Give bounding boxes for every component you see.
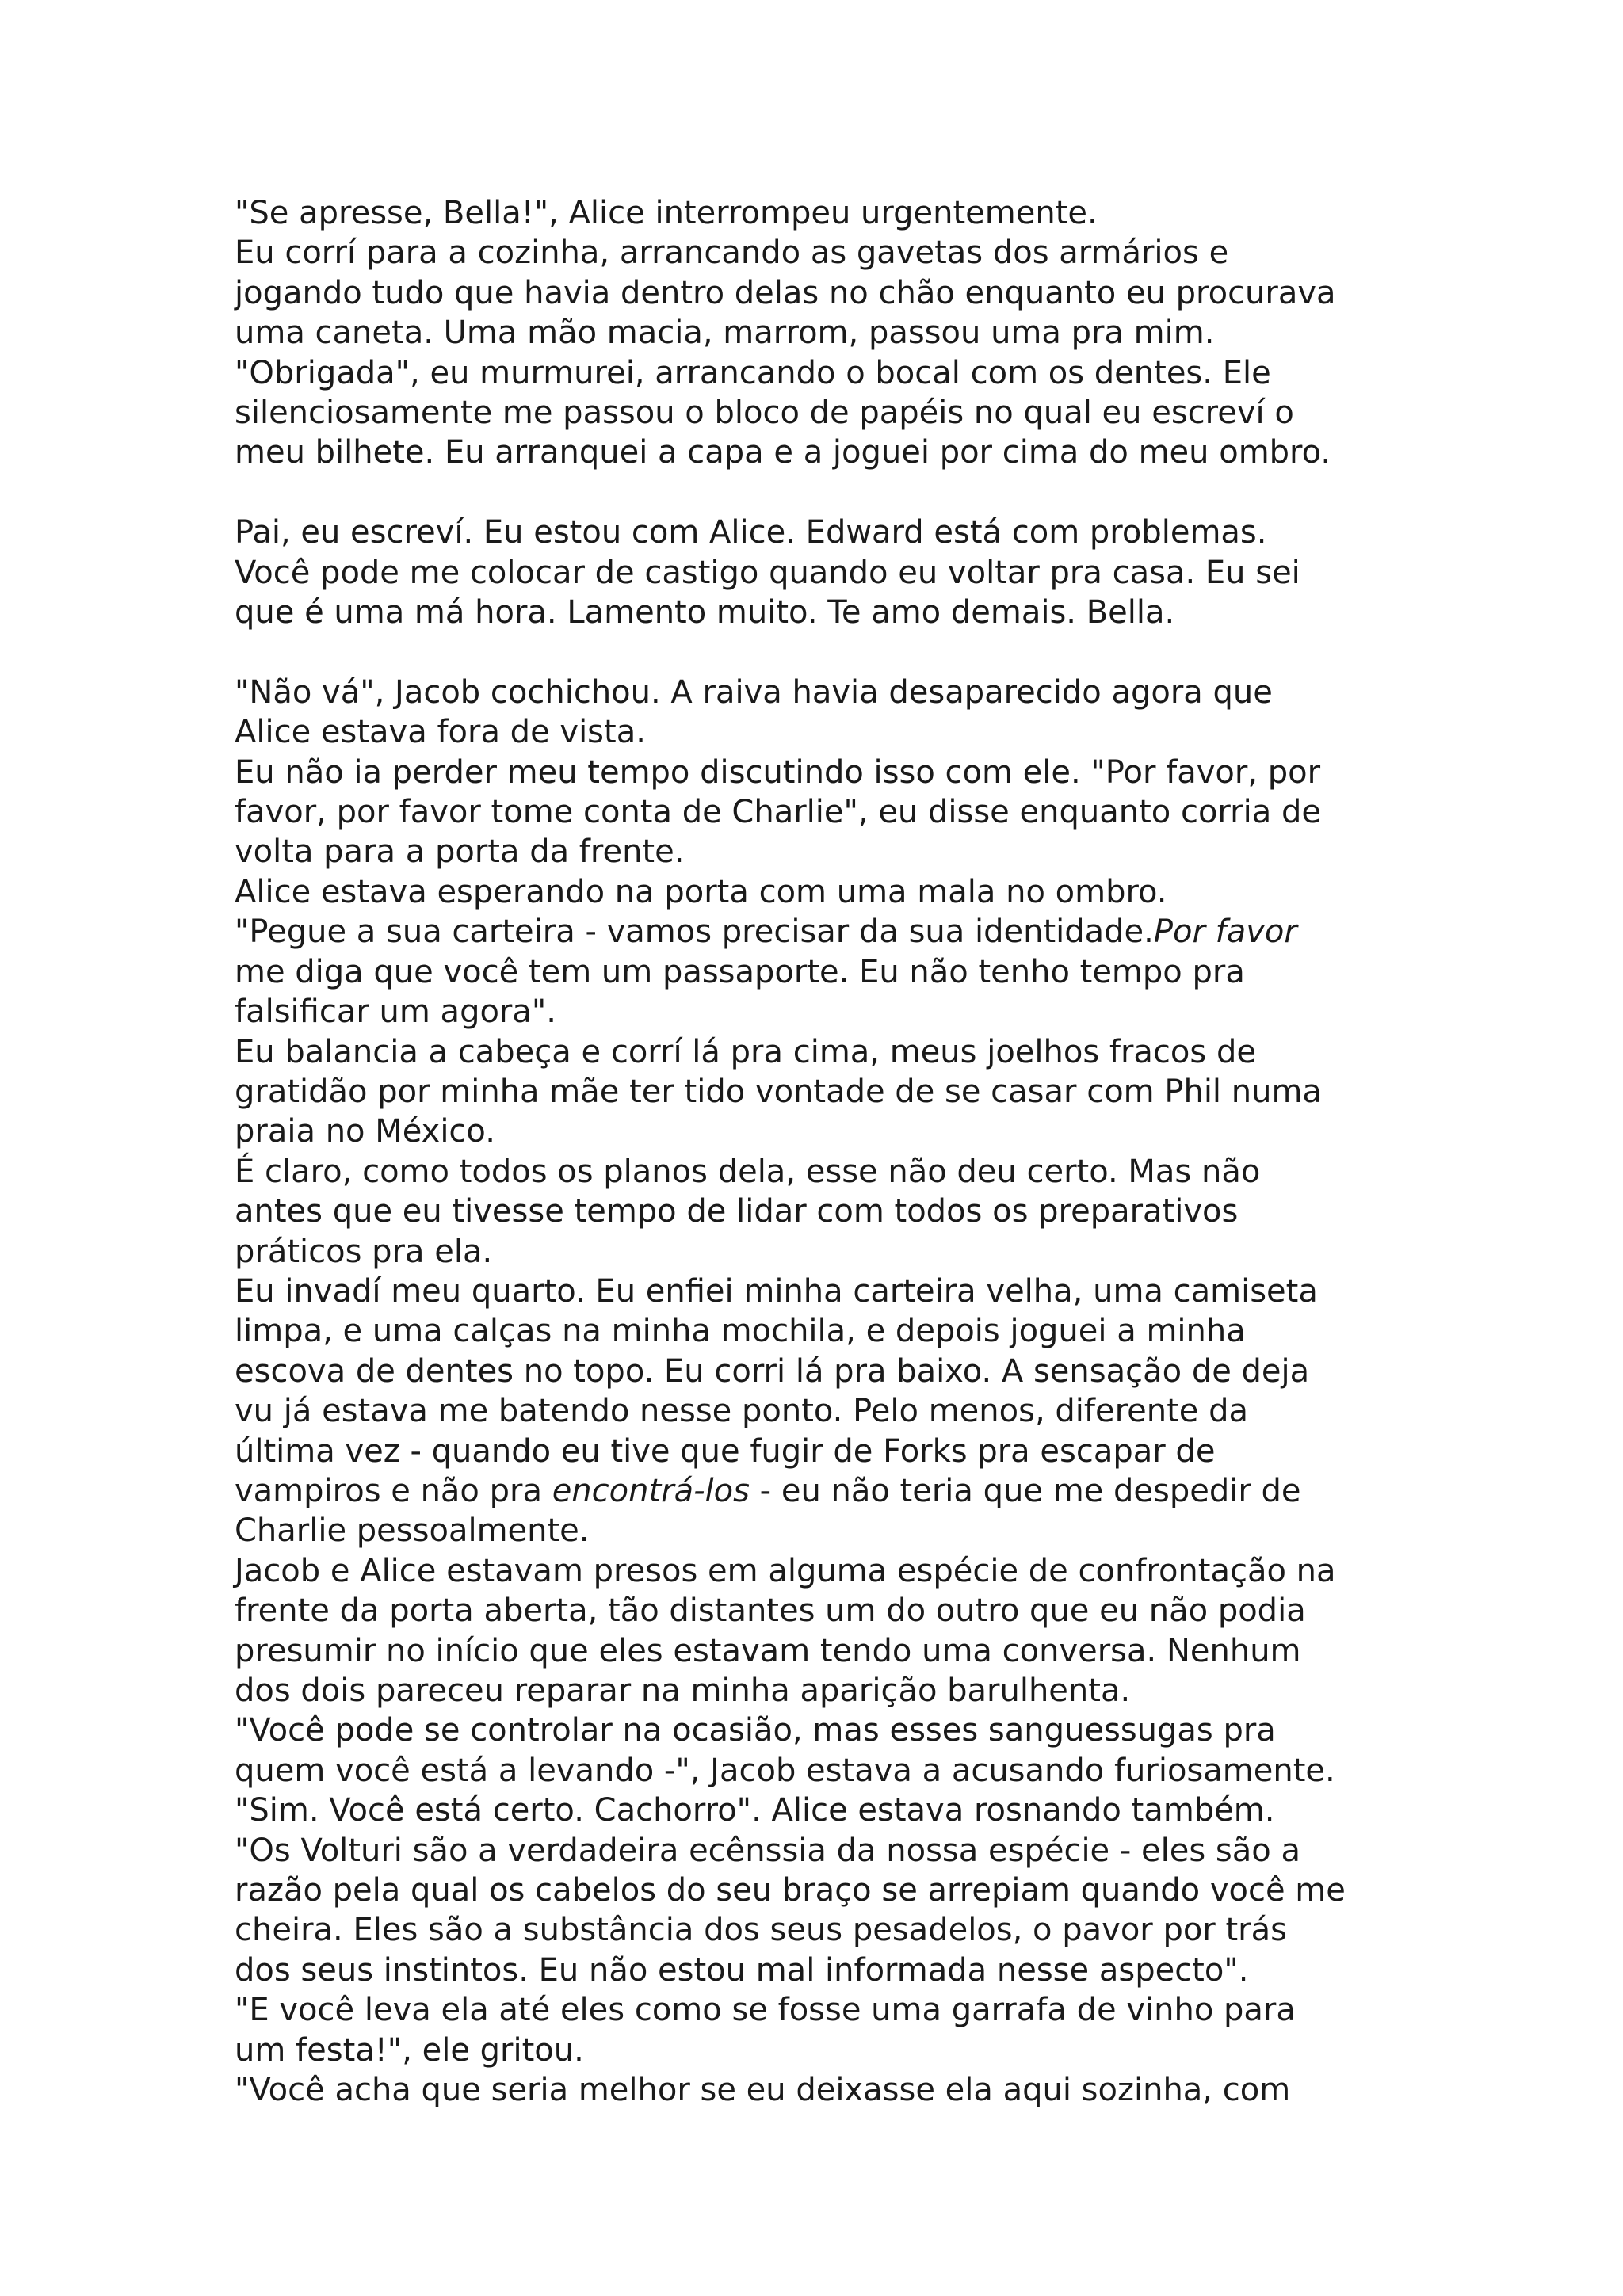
paragraph-text: Eu invadí meu quarto. Eu enfiei minha carteira velha, uma camiseta limpa, e uma calças na minha mochila, e depois joguei a minha escova de dentes no topo. Eu corri lá pra baixo. A sensação de deja vu já estava me batendo nesse ponto. Pelo menos, diferente da última vez - quando eu tive que fugir de Forks pra escapar de vampiros e não pra (235, 1272, 1318, 1509)
paragraph: "Os Volturi são a verdadeira ecênssia da nossa espécie - eles são a razão pela qual os cabelos do seu braço se arrepiam quando você me cheira. Eles são a substância dos seus pesadelos, o pavor por trás dos seus instintos. Eu não estou mal informada nesse aspecto". (235, 1832, 1346, 1989)
paragraph: Eu corrí para a cozinha, arrancando as gavetas dos armários e jogando tudo que havia dentro delas no chão enquanto eu procurava uma caneta. Uma mão macia, marrom, passou uma pra mim. (235, 235, 1336, 352)
paragraph-gap (235, 473, 1423, 513)
paragraph: "Não vá", Jacob cochichou. A raiva havia desaparecido agora que Alice estava fora de vista. (235, 673, 1273, 751)
paragraph: "Você acha que seria melhor se eu deixasse ela aqui sozinha, com (235, 2072, 1291, 2109)
paragraph: "Obrigada", eu murmurei, arrancando o bocal com os dentes. Ele silenciosamente me passou o bloco de papéis no qual eu escreví o meu bilhete. Eu arranquei a capa e a joguei por cima do meu ombro. (235, 354, 1331, 471)
paragraph: Eu balancia a cabeça e corrí lá pra cima, meus joelhos fracos de gratidão por minha mãe ter tido vontade de se casar com Phil numa praia no México. (235, 1033, 1322, 1150)
paragraph: "Se apresse, Bella!", Alice interrompeu urgentemente. (235, 195, 1098, 231)
paragraph: "E você leva ela até eles como se fosse uma garrafa de vinho para um festa!", ele gritou. (235, 1992, 1296, 2069)
paragraph: Alice estava esperando na porta com uma mala no ombro. (235, 873, 1167, 910)
body-text (235, 193, 1423, 2110)
paragraph-text: - eu não teria que me despedir de Charlie pessoalmente. (235, 1472, 1301, 1550)
paragraph: "Sim. Você está certo. Cachorro". Alice estava rosnando também. (235, 1792, 1275, 1829)
emphasis-text: encontrá-los (552, 1472, 750, 1509)
paragraph: Eu não ia perder meu tempo discutindo isso com ele. "Por favor, por favor, por favor tome conta de Charlie", eu disse enquanto corria de volta para a porta da frente. (235, 753, 1321, 871)
emphasis-text: Por favor (1153, 913, 1297, 951)
paragraph-text: "Pegue a sua carteira - vamos precisar da sua identidade. (235, 913, 1154, 951)
paragraph: É claro, como todos os planos dela, esse não deu certo. Mas não antes que eu tivesse tempo de lidar com todos os preparativos práticos pra ela. (235, 1153, 1261, 1270)
paragraph: Jacob e Alice estavam presos em alguma espécie de confrontação na frente da porta aberta, tão distantes um do outro que eu não podia presumir no início que eles estavam tendo uma conversa. Nenhum dos dois pareceu reparar na minha aparição barulhenta. (235, 1552, 1336, 1709)
paragraph-text: me diga que você tem um passaporte. Eu não tenho tempo pra falsificar um agora". (235, 953, 1245, 1031)
paragraph: "Você pode se controlar na ocasião, mas esses sanguessugas pra quem você está a levando -", Jacob estava a acusando furiosamente. (235, 1712, 1335, 1789)
paragraph (235, 1272, 1423, 1551)
paragraph (235, 912, 1423, 1032)
paragraph-gap (235, 632, 1423, 672)
paragraph: Pai, eu escreví. Eu estou com Alice. Edward está com problemas. Você pode me colocar de castigo quando eu voltar pra casa. Eu sei que é uma má hora. Lamento muito. Te amo demais. Bella. (235, 514, 1300, 631)
